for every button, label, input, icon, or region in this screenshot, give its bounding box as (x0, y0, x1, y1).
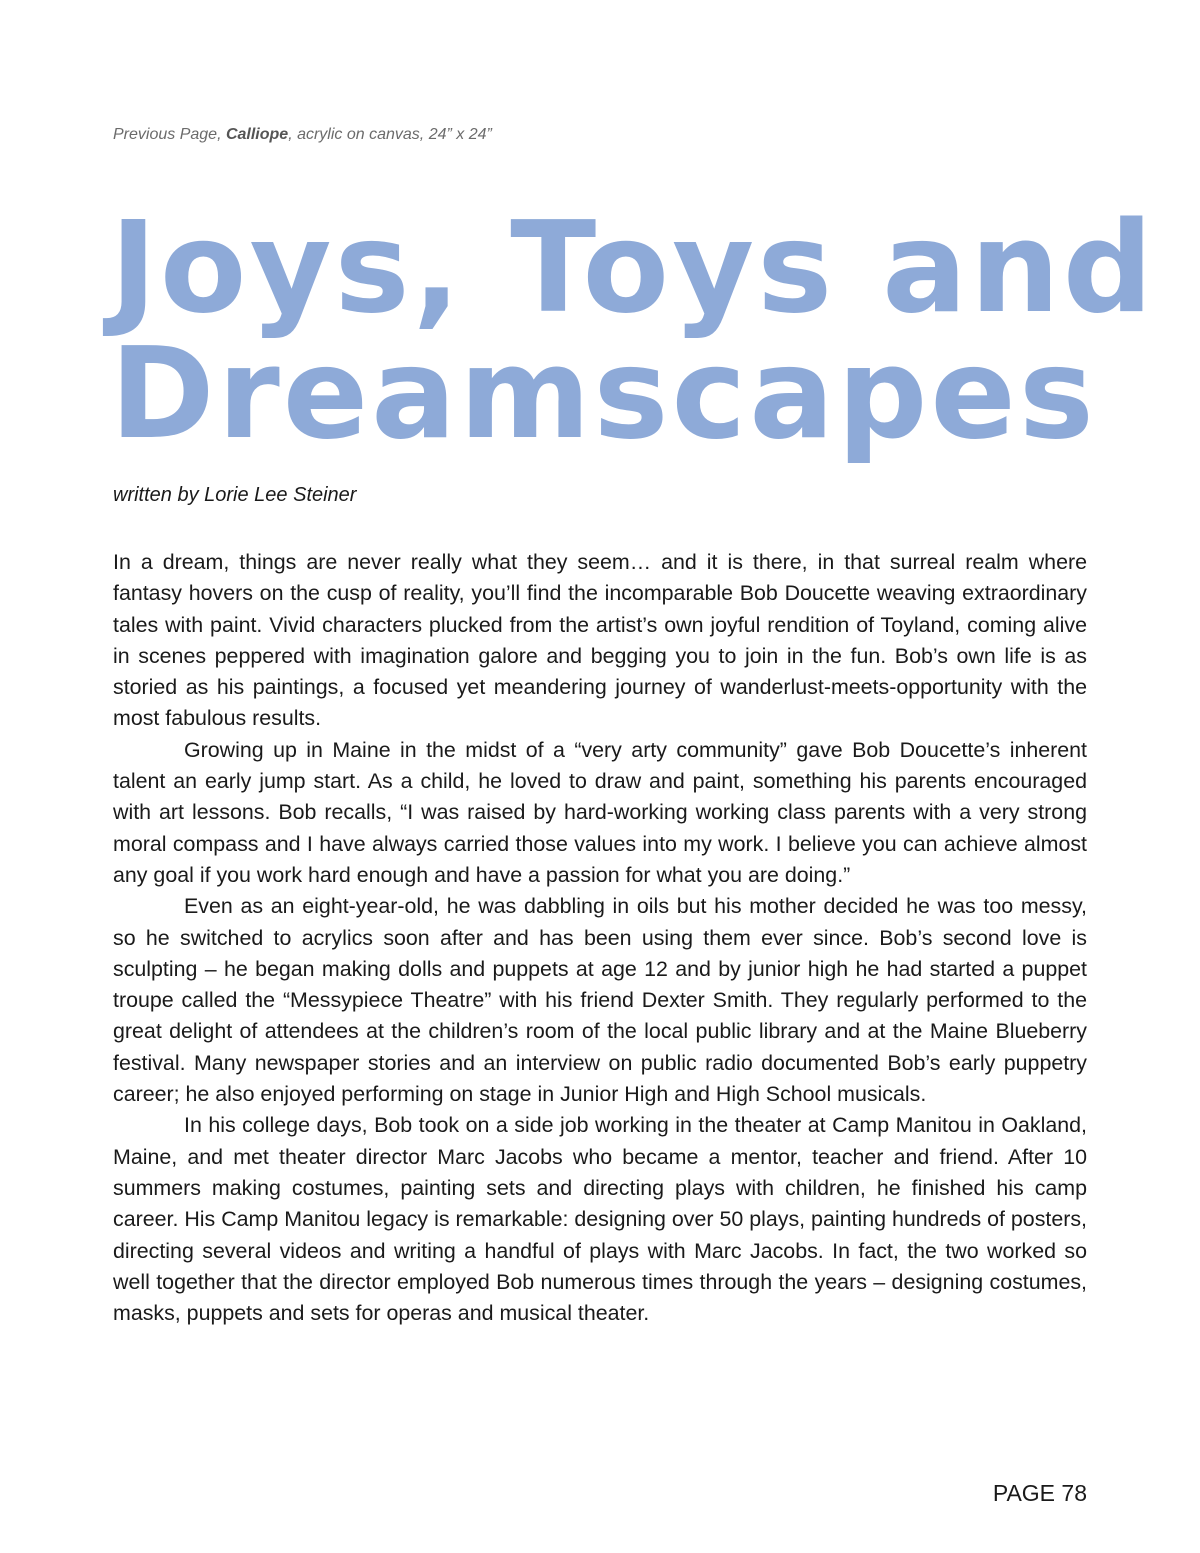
article-title-line-1: Joys, Toys and (110, 194, 1157, 341)
caption-prefix: Previous Page, (113, 126, 226, 143)
paragraph-2: Growing up in Maine in the midst of a “very arty community” gave Bob Doucette’s inherent talent an early jump start. As a child, he loved to draw and paint, something his parents encouraged with art lessons. Bob recalls, “I was raised by hard-working working class parents with a very strong moral compass and I have always carried those values into my work. I believe you can achieve almost any goal if you work hard enough and have a passion for what you are doing.” (113, 737, 1087, 887)
caption-suffix: , acrylic on canvas, 24” x 24” (288, 126, 492, 143)
image-caption (113, 126, 492, 144)
article-body (113, 547, 1087, 1329)
paragraph-3: Even as an eight-year-old, he was dabbling in oils but his mother decided he was too messy, so he switched to acrylics soon after and has been using them ever since. Bob’s second love is sculpting – he began making dolls and puppets at age 12 and by junior high he had started a puppet troupe called the “Messypiece Theatre” with his friend Dexter Smith. They regularly performed to the great delight of attendees at the children’s room of the local public library and at the Maine Blueberry festival. Many newspaper stories and an interview on public radio documented Bob’s early puppetry career; he also enjoyed performing on stage in Junior High and High School musicals. (113, 894, 1087, 1107)
article-title (110, 194, 1157, 467)
caption-artwork-title: Calliope (225, 126, 289, 143)
paragraph-1: In a dream, things are never really what they seem… and it is there, in that surreal realm where fantasy hovers on the cusp of reality, you’ll find the incomparable Bob Doucette weaving extraordinary tales with paint. Vivid characters plucked from the artist’s own joyful rendition of Toyland, coming alive in scenes peppered with imagination galore and begging you to join in the fun. Bob’s own life is as storied as his paintings, a focused yet meandering journey of wanderlust-meets-opportunity with the most fabulous results. (113, 550, 1087, 731)
paragraph-4: In his college days, Bob took on a side job working in the theater at Camp Manitou in Oakland, Maine, and met theater director Marc Jacobs who became a mentor, teacher and friend. After 10 summers making costumes, painting sets and directing plays with children, he finished his camp career. His Camp Manitou legacy is remarkable: designing over 50 plays, painting hundreds of posters, directing several videos and writing a handful of plays with Marc Jacobs. In fact, the two worked so well together that the director employed Bob numerous times through the years – designing costumes, masks, puppets and sets for operas and musical theater. (113, 1113, 1087, 1326)
article-title-line-2: Dreamscapes (110, 320, 1097, 467)
page-number: PAGE 78 (992, 1480, 1087, 1506)
author-byline: written by Lorie Lee Steiner (113, 484, 357, 506)
